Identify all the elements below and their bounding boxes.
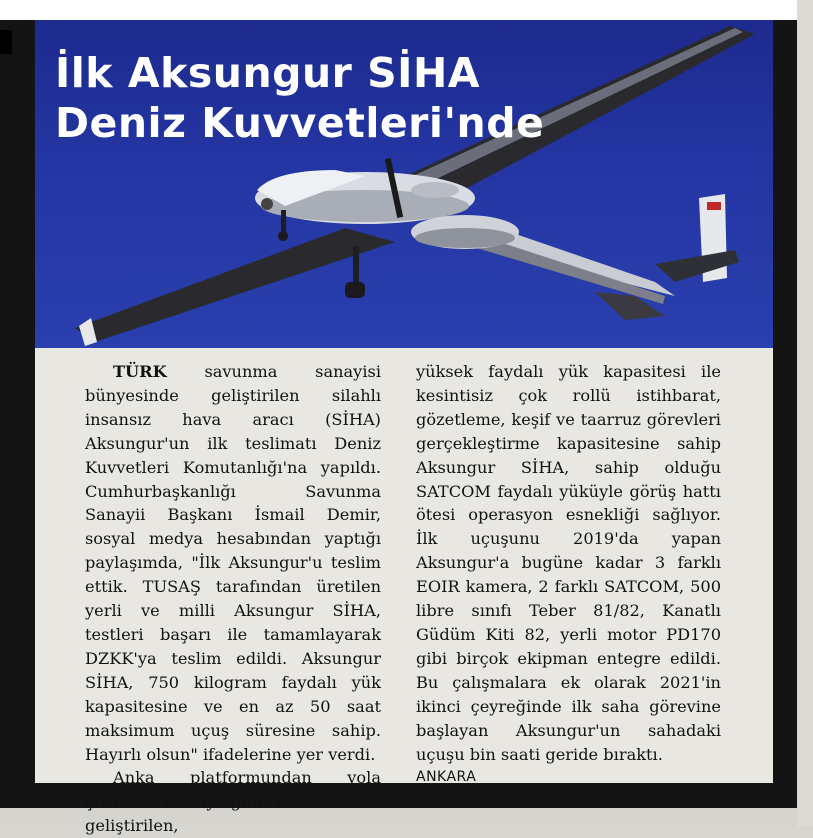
- headline-line-1: İlk Aksungur SİHA: [55, 49, 480, 97]
- article-column-right: [416, 360, 721, 790]
- article-column-left: [85, 360, 381, 838]
- column-marker: [0, 30, 12, 54]
- news-clipping: [35, 20, 773, 836]
- lead-word: TÜRK: [113, 362, 167, 381]
- headline-line-2: Deniz Kuvvetleri'nde: [55, 99, 545, 147]
- paragraph-2-continued: yüksek faydalı yük kapasitesi ile kesintisiz çok rollü istihbarat, gözetleme, keşif ve taarruz görevleri gerçekleştirme kapasitesine sahip Aksungur SİHA, sahip olduğu SATCOM faydalı yüküyle görüş hattı ötesi operasyon esnekliği sağlıyor. İlk uçuşunu 2019'da yapan Aksungur'a bugüne kadar 3 farklı EOIR kamera, 2 farklı SATCOM, 500 libre sınıfı Teber 81/82, Kanatlı Güdüm Kiti 82, yerli motor PD170 gibi birçok ekipman entegre edildi. Bu çalışmalara ek olarak 2021'in ikinci çeyreğinde ilk saha görevine başlayan Aksungur'un sahadaki uçuşu bin saati geride bıraktı.: [416, 362, 721, 764]
- article-photo: [35, 20, 773, 348]
- paragraph-1: [85, 360, 381, 766]
- page-top-edge: [0, 0, 813, 20]
- paragraph-1-text: savunma sanayisi bünyesinde geliştirilen silahlı insansız hava aracı (SİHA) Aksungur'un ilk teslimatı Deniz Kuvvetleri Komutanlığı'na yapıldı. Cumhurbaşkanlığı Savunma Sanayii Başkanı İsmail Demir, sosyal medya hesabından yaptığı paylaşımda, "İlk Aksungur'u teslim ettik. TUSAŞ tarafından üretilen yerli ve milli Aksungur SİHA, testleri başarı ile tamamlayarak DZKK'ya teslim edildi. Aksungur SİHA, 750 kilogram faydalı yük kapasitesine ve en az 50 saat maksimum uçuş süresine sahip. Hayırlı olsun" ifadelerine yer verdi.: [85, 362, 381, 764]
- dateline: ANKARA: [416, 769, 477, 786]
- article-body: [35, 348, 773, 836]
- headline: [55, 48, 544, 148]
- paragraph-2-start: Anka platformundan yola çıkarak 18 ay gibi kısa sürede geliştirilen,: [85, 768, 381, 836]
- page-right-edge: [797, 0, 813, 826]
